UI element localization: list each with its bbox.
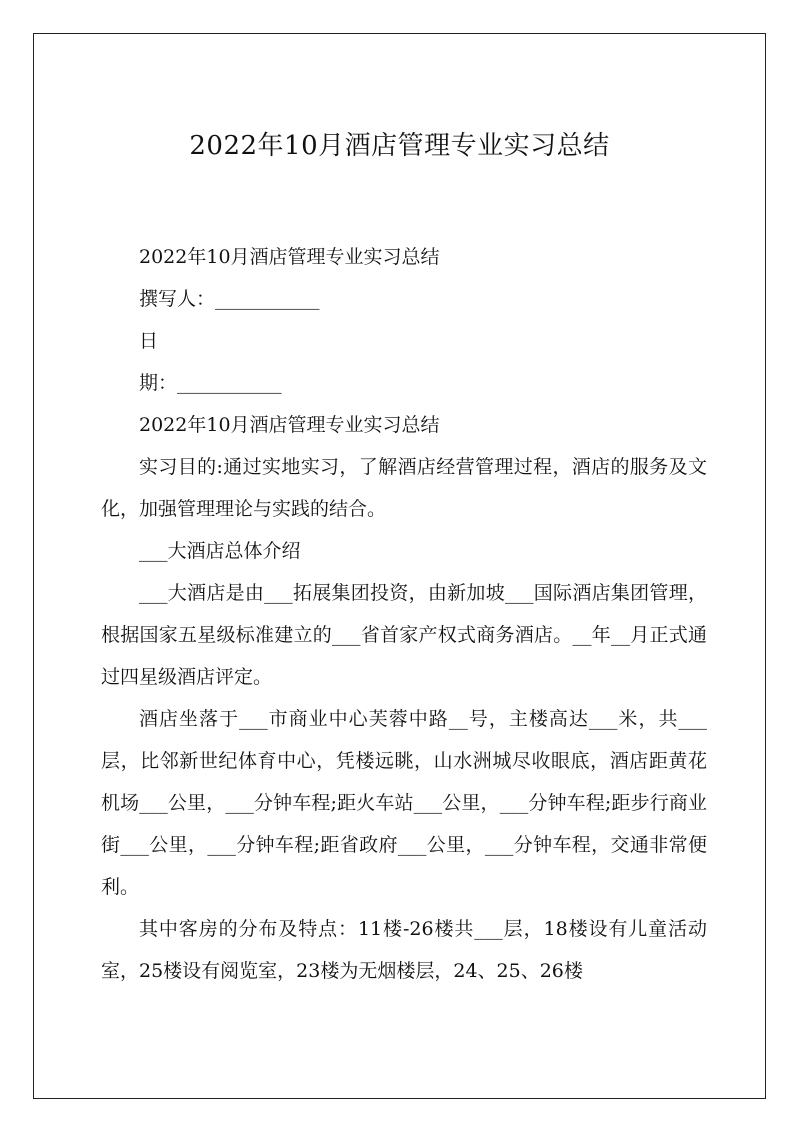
- paragraph-author: 撰写人：___________: [139, 288, 320, 310]
- paragraph-section-heading: ___大酒店总体介绍: [139, 540, 301, 562]
- paragraph-subtitle: 2022年10月酒店管理专业实习总结: [139, 246, 440, 268]
- paragraph-rooms: 其中客房的分布及特点：11楼-26楼共___层，18楼设有儿童活动室，25楼设有阅览室，23楼为无烟楼层，24、25、26楼: [101, 918, 707, 982]
- paragraph-heading: 2022年10月酒店管理专业实习总结: [139, 414, 440, 436]
- document-title: 2022年10月酒店管理专业实习总结: [189, 131, 610, 161]
- paragraph-date-part2: 期：___________: [139, 372, 282, 394]
- paragraph-purpose: 实习目的:通过实地实习，了解酒店经营管理过程，酒店的服务及文化，加强管理理论与实践的结合。: [101, 456, 707, 520]
- document-body: [101, 236, 707, 992]
- paragraph-intro: ___大酒店是由___拓展集团投资，由新加坡___国际酒店集团管理，根据国家五星级标准建立的___省首家产权式商务酒店。__年__月正式通过四星级酒店评定。: [101, 582, 707, 688]
- paragraph-location: 酒店坐落于___市商业中心芙蓉中路__号，主楼高达___米，共___层，比邻新世纪体育中心，凭楼远眺，山水洲城尽收眼底，酒店距黄花机场___公里，___分钟车程;距火车站___公里，___分钟车程;距步行商业街___公里，___分钟车程;距省政府___公里，___分钟车程，交通非常便利。: [101, 708, 707, 898]
- paragraph-date-part1: 日: [139, 330, 159, 352]
